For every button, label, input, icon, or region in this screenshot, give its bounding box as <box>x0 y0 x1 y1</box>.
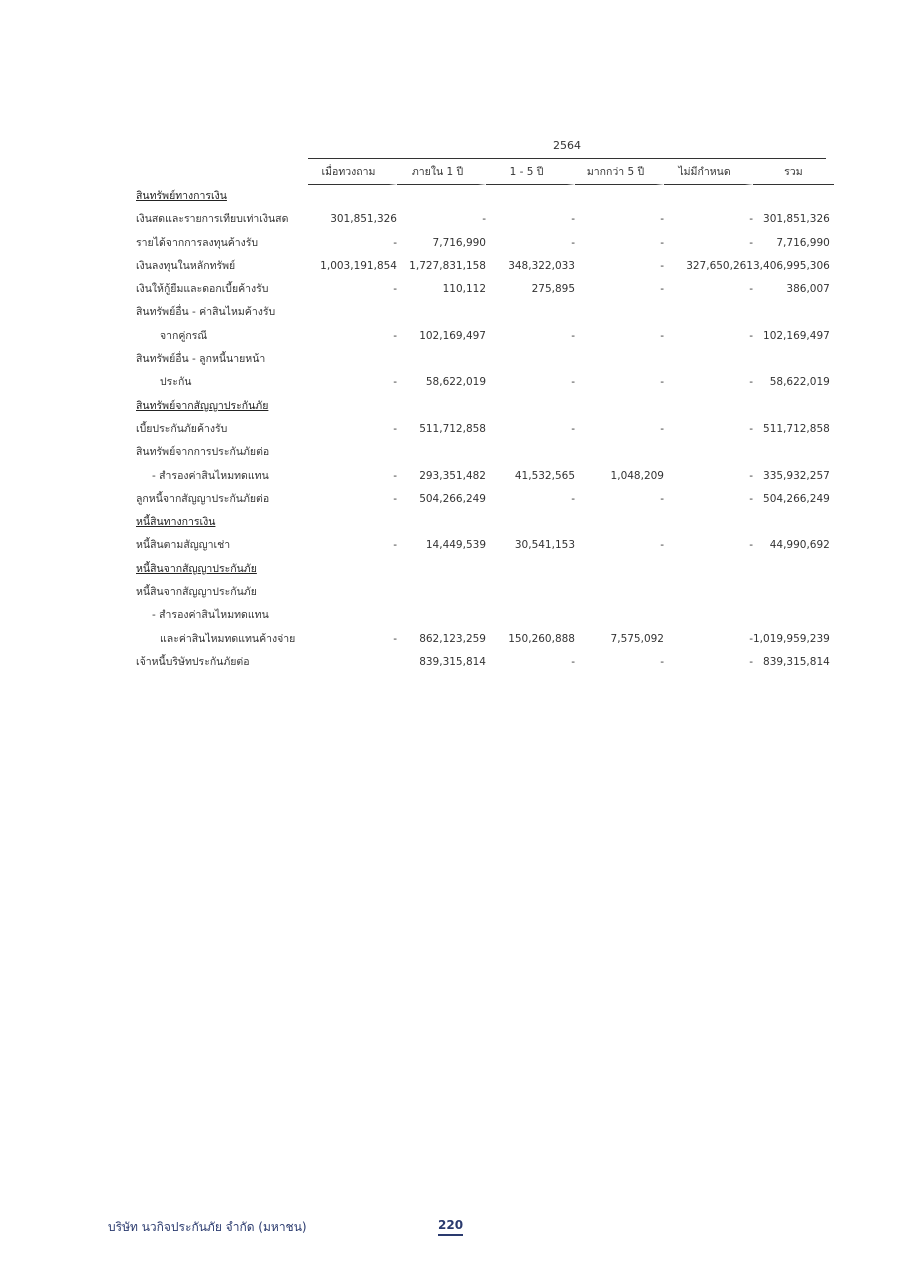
table-row <box>136 465 834 488</box>
row-value <box>397 348 486 371</box>
section-header-row <box>136 395 834 418</box>
row-value: - <box>660 655 664 668</box>
column-header-row <box>136 160 834 185</box>
row-value <box>486 604 575 627</box>
row-value: 301,851,326 <box>330 213 397 226</box>
footer-company-name: บริษัท นวกิจประกันภัย จำกัด (มหาชน) <box>108 1220 307 1234</box>
table-row <box>136 628 834 651</box>
row-label: รายได้จากการลงทุนค้างรับ <box>136 236 259 249</box>
row-value: 1,003,191,854 <box>320 259 397 272</box>
row-value <box>575 441 664 464</box>
column-header: เมื่อทวงถาม <box>308 160 397 185</box>
row-value: - <box>660 329 664 342</box>
column-header: ไม่มีกำหนด <box>664 160 753 185</box>
row-value: 150,260,888 <box>508 632 575 645</box>
row-value: 14,449,539 <box>425 539 486 552</box>
row-value: - <box>660 422 664 435</box>
row-label: และค่าสินไหมทดแทนค้างจ่าย <box>160 632 296 645</box>
row-value <box>753 441 834 464</box>
column-header: รวม <box>753 160 834 185</box>
row-value <box>308 651 397 674</box>
row-value: - <box>393 492 397 505</box>
row-label: หนี้สินจากสัญญาประกันภัย <box>136 586 257 599</box>
row-label: สินทรัพย์อื่น - ค่าสินไหมค้างรับ <box>136 306 276 319</box>
column-header: 1 - 5 ปี <box>486 160 575 185</box>
row-value: - <box>393 236 397 249</box>
row-value <box>664 581 753 604</box>
row-value: - <box>749 236 753 249</box>
row-label: ประกัน <box>160 376 192 389</box>
row-value: - <box>660 213 664 226</box>
table-row <box>136 371 834 394</box>
row-value: - <box>749 283 753 296</box>
table-body <box>136 185 834 674</box>
page-number: 220 <box>438 1218 463 1236</box>
row-value <box>575 348 664 371</box>
row-value: - <box>749 492 753 505</box>
table-row <box>136 534 834 557</box>
row-label: สินทรัพย์อื่น - ลูกหนี้นายหน้า <box>136 353 266 366</box>
row-value <box>486 301 575 324</box>
row-value: - <box>660 259 664 272</box>
row-value <box>397 604 486 627</box>
row-value <box>308 301 397 324</box>
row-value: - <box>571 422 575 435</box>
row-label: - สำรองค่าสินไหมทดแทน <box>152 469 269 482</box>
row-value: - <box>660 283 664 296</box>
table-row <box>136 488 834 511</box>
row-value: 348,322,033 <box>508 259 575 272</box>
row-value: - <box>393 376 397 389</box>
row-value: 504,266,249 <box>763 492 830 505</box>
row-value: 275,895 <box>531 283 575 296</box>
row-label: เงินให้กู้ยืมและดอกเบี้ยค้างรับ <box>136 283 269 296</box>
section-title: หนี้สินทางการเงิน <box>136 516 216 529</box>
row-value: 1,727,831,158 <box>409 259 486 272</box>
table-row <box>136 581 834 604</box>
row-value: - <box>749 655 753 668</box>
row-value: 293,351,482 <box>419 469 486 482</box>
row-value: 110,112 <box>442 283 486 296</box>
row-value: - <box>571 492 575 505</box>
year-divider <box>308 158 826 159</box>
row-value: - <box>393 283 397 296</box>
row-value: 1,048,209 <box>610 469 664 482</box>
row-label: ลูกหนี้จากสัญญาประกันภัยต่อ <box>136 492 270 505</box>
column-header: ภายใน 1 ปี <box>397 160 486 185</box>
row-value: - <box>393 469 397 482</box>
column-header: มากกว่า 5 ปี <box>575 160 664 185</box>
row-value: 7,716,990 <box>776 236 830 249</box>
row-value <box>486 441 575 464</box>
year-header: 2564 <box>553 139 581 152</box>
section-title: สินทรัพย์ทางการเงิน <box>136 190 227 202</box>
row-value: - <box>749 376 753 389</box>
row-value: - <box>393 422 397 435</box>
row-value <box>753 301 834 324</box>
row-value: - <box>749 469 753 482</box>
row-value: - <box>660 492 664 505</box>
row-value <box>664 348 753 371</box>
row-value: 839,315,814 <box>419 655 486 668</box>
row-value <box>753 348 834 371</box>
row-value: 511,712,858 <box>763 422 830 435</box>
table-row <box>136 604 834 627</box>
table-row <box>136 301 834 324</box>
row-value: - <box>749 632 753 645</box>
row-value: 386,007 <box>786 283 830 296</box>
row-value <box>308 581 397 604</box>
row-value: - <box>393 539 397 552</box>
row-value: - <box>571 655 575 668</box>
row-value <box>575 301 664 324</box>
row-value: 30,541,153 <box>514 539 575 552</box>
row-value <box>664 301 753 324</box>
row-value <box>397 441 486 464</box>
row-value: 44,990,692 <box>769 539 830 552</box>
table-row <box>136 232 834 255</box>
row-value: 58,622,019 <box>425 376 486 389</box>
row-value <box>308 441 397 464</box>
row-label: จากคู่กรณี <box>160 329 208 342</box>
row-value: - <box>749 213 753 226</box>
row-value <box>753 581 834 604</box>
row-value: 1,019,959,239 <box>753 632 830 645</box>
row-value: 102,169,497 <box>419 329 486 342</box>
row-value: 327,650,261 <box>686 259 753 272</box>
row-value <box>575 581 664 604</box>
table-row <box>136 441 834 464</box>
row-value <box>308 604 397 627</box>
row-value <box>308 348 397 371</box>
row-value: 7,716,990 <box>432 236 486 249</box>
row-value: - <box>571 376 575 389</box>
row-value <box>664 441 753 464</box>
section-title: หนี้สินจากสัญญาประกันภัย <box>136 562 257 575</box>
section-header-row <box>136 558 834 581</box>
row-value <box>486 348 575 371</box>
table-row <box>136 651 834 674</box>
row-value: - <box>749 422 753 435</box>
row-value: - <box>393 329 397 342</box>
row-value: 839,315,814 <box>763 655 830 668</box>
maturity-table <box>136 160 834 674</box>
row-value: - <box>749 329 753 342</box>
row-value: 58,622,019 <box>769 376 830 389</box>
row-label: เงินสดและรายการเทียบเท่าเงินสด <box>136 213 289 226</box>
row-label: เงินลงทุนในหลักทรัพย์ <box>136 259 236 272</box>
row-value: - <box>393 632 397 645</box>
row-value: - <box>482 213 486 226</box>
row-label: - สำรองค่าสินไหมทดแทน <box>152 609 269 622</box>
row-value: 511,712,858 <box>419 422 486 435</box>
row-value <box>486 581 575 604</box>
row-value <box>753 604 834 627</box>
row-label: สินทรัพย์จากการประกันภัยต่อ <box>136 446 270 459</box>
row-value: - <box>749 539 753 552</box>
row-value: 7,575,092 <box>610 632 664 645</box>
row-value: 504,266,249 <box>419 492 486 505</box>
row-value: - <box>571 213 575 226</box>
section-header-row <box>136 185 834 208</box>
table-row <box>136 255 834 278</box>
table-row <box>136 325 834 348</box>
label-column-header <box>136 160 308 185</box>
row-value: 41,532,565 <box>514 469 575 482</box>
row-value: 335,932,257 <box>763 469 830 482</box>
row-value: - <box>660 376 664 389</box>
row-value: - <box>660 236 664 249</box>
table-row <box>136 418 834 441</box>
row-value <box>575 604 664 627</box>
table-row <box>136 348 834 371</box>
section-title: สินทรัพย์จากสัญญาประกันภัย <box>136 399 269 412</box>
row-value <box>397 581 486 604</box>
row-value: - <box>660 539 664 552</box>
row-value: 862,123,259 <box>419 632 486 645</box>
row-label: หนี้สินตามสัญญาเช่า <box>136 539 231 552</box>
row-value: - <box>571 236 575 249</box>
row-value <box>397 301 486 324</box>
row-value: 301,851,326 <box>763 213 830 226</box>
row-label: เบี้ยประกันภัยค้างรับ <box>136 422 228 435</box>
row-value: - <box>571 329 575 342</box>
row-value <box>664 604 753 627</box>
section-header-row <box>136 511 834 534</box>
row-label: เจ้าหนี้บริษัทประกันภัยต่อ <box>136 655 250 668</box>
row-value: 3,406,995,306 <box>753 259 830 272</box>
table-row <box>136 208 834 231</box>
row-value: 102,169,497 <box>763 329 830 342</box>
table-row <box>136 278 834 301</box>
